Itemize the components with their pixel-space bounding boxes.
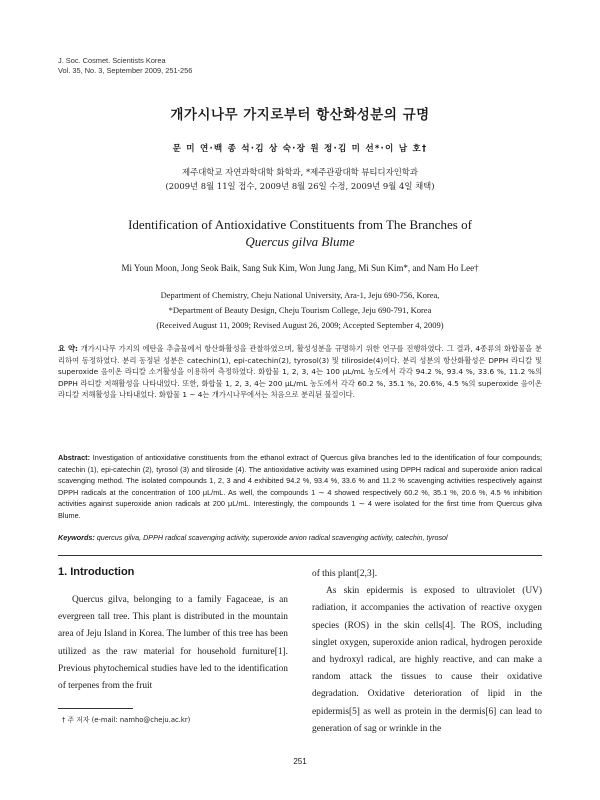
journal-volume: Vol. 35, No. 3, September 2009, 251-256 bbox=[58, 66, 193, 75]
page-number: 251 bbox=[293, 757, 307, 766]
korean-abstract-label: 요 약: bbox=[58, 344, 78, 353]
journal-name: J. Soc. Cosmet. Scientists Korea bbox=[58, 56, 166, 65]
english-title bbox=[0, 216, 600, 250]
right-column bbox=[312, 566, 542, 738]
korean-abstract bbox=[58, 343, 542, 401]
left-column bbox=[58, 566, 288, 695]
english-authors: Mi Youn Moon, Jong Seok Baik, Sang Suk Kim, Won Jung Jang, Mi Sun Kim*, and Nam Ho Lee† bbox=[121, 263, 479, 273]
english-abstract-label: Abstract: bbox=[58, 453, 91, 462]
english-title-line1: Identification of Antioxidative Constituents from The Branches of bbox=[128, 217, 472, 232]
keywords bbox=[58, 533, 542, 542]
journal-citation bbox=[58, 56, 192, 76]
section-divider bbox=[58, 555, 542, 556]
intro-paragraph-1-continued: of this plant[2,3]. bbox=[312, 569, 378, 579]
intro-paragraph-2: As skin epidermis is exposed to ultraviolet (UV) radiation, it accompanies the activation of reactive oxygen species (ROS) in the skin cells[4]. The ROS, including singlet oxygen, superoxide anion radical, hydrogen peroxide and hydroxyl radical, are highly reactive, and can make a random attack the tissues to cause their oxidative degradation. Oxidative deterioration of lipid in the epidermis[5] as well as protein in the dermis[6] can lead to generation of sag or wrinkle in the bbox=[312, 586, 542, 734]
korean-affiliation: 제주대학교 자연과학대학 화학과, *제주관광대학 뷰티디자인학과 bbox=[182, 167, 418, 177]
english-abstract bbox=[58, 452, 542, 522]
korean-dates: (2009년 8월 11일 접수, 2009년 8월 26일 수정, 2009년 9월 4일 채택) bbox=[165, 181, 435, 191]
korean-abstract-text: 개가시나무 가지의 에탄올 추출물에서 항산화활성을 관찰하였으며, 활성성분을 규명하기 위한 연구를 진행하였다. 그 결과, 4종류의 화합물을 분리하여 동정하였다. 분리 동정된 성분은 catechin(1), epi-catechin(2), tyrosol(3) 및 tiliroside(4)이다. 분리 성분의 항산화활성은 DPPH 라디칼 및 superoxide 음이온 라디칼 소거활성을 이용하여 측정하였다. 화합물 1, 2, 3, 4는 100 μL/mL 농도에서 각각 94.2 %, 93.4 %, 33.6 %, 11.2 %의 DPPH 라디칼 저해활성을 나타내었다. 또한, 화합물 1, 2, 3, 4는 200 μL/mL 농도에서 각각 60.2 %, 35.1 %, 20.6%, 4.5 %의 superoxide 음이온 라디칼 저해활성을 나타내었다. 화합물 1 ∼ 4는 개가시나무에서는 처음으로 분리된 물질이다. bbox=[58, 344, 543, 400]
corresponding-author-footnote: † 주 저자 (e-mail: namho@cheju.ac.kr) bbox=[62, 716, 191, 724]
keywords-label: Keywords: bbox=[58, 533, 95, 542]
footnote-divider bbox=[58, 708, 133, 709]
english-affiliation-2: *Department of Beauty Design, Cheju Tourism College, Jeju 690-791, Korea bbox=[168, 305, 432, 315]
korean-authors: 문 미 연·백 종 석·김 상 숙·장 원 정·김 미 선*·이 남 호† bbox=[172, 144, 428, 154]
english-affiliation-block bbox=[0, 288, 600, 333]
korean-affiliation-block bbox=[0, 165, 600, 193]
section-heading-introduction: 1. Introduction bbox=[58, 566, 135, 578]
english-title-line2: Quercus gilva Blume bbox=[245, 234, 355, 249]
korean-title: 개가시나무 가지로부터 항산화성분의 규명 bbox=[170, 107, 430, 123]
english-abstract-text: Investigation of antioxidative constituents from the ethanol extract of Quercus gilva branches led to the identification of four compounds; catechin (1), epi-catechin (2), tyrosol (3) and tiliroside (4). The antioxidative activity was examined using DPPH radical and superoxide anion radical scavenging method. The isolated compounds 1, 2, 3 and 4 exhibited 94.2 %, 93.4 %, 33.6 % and 11.2 % scavenging activities respectively against DPPH radicals at the concentration of 100 μL/mL. As well, the compounds 1 ∼ 4 showed respectively 60.2 %, 35.1 %, 20.6 %, 4.5 % inhibition activities against superoxide anion radicals at 200 μL/mL. Interestingly, the compounds 1 ∼ 4 were isolated for the first time from Quercus gilva Blume. bbox=[58, 453, 542, 520]
keywords-text: quercus gilva, DPPH radical scavenging activity, superoxide anion radical scavenging activity, catechin, tyrosol bbox=[96, 533, 448, 542]
english-dates: (Received August 11, 2009; Revised August 26, 2009; Accepted September 4, 2009) bbox=[156, 320, 444, 330]
english-affiliation-1: Department of Chemistry, Cheju National University, Ara-1, Jeju 690-756, Korea, bbox=[160, 290, 440, 300]
intro-paragraph-1: Quercus gilva, belonging to a family Fagaceae, is an evergreen tall tree. This plant is distributed in the mountain area of Jeju Island in Korea. The lumber of this tree has been utilized as the raw material for household furniture[1]. Previous phytochemical studies have led to the identification of terpenes from the fruit bbox=[58, 595, 288, 692]
